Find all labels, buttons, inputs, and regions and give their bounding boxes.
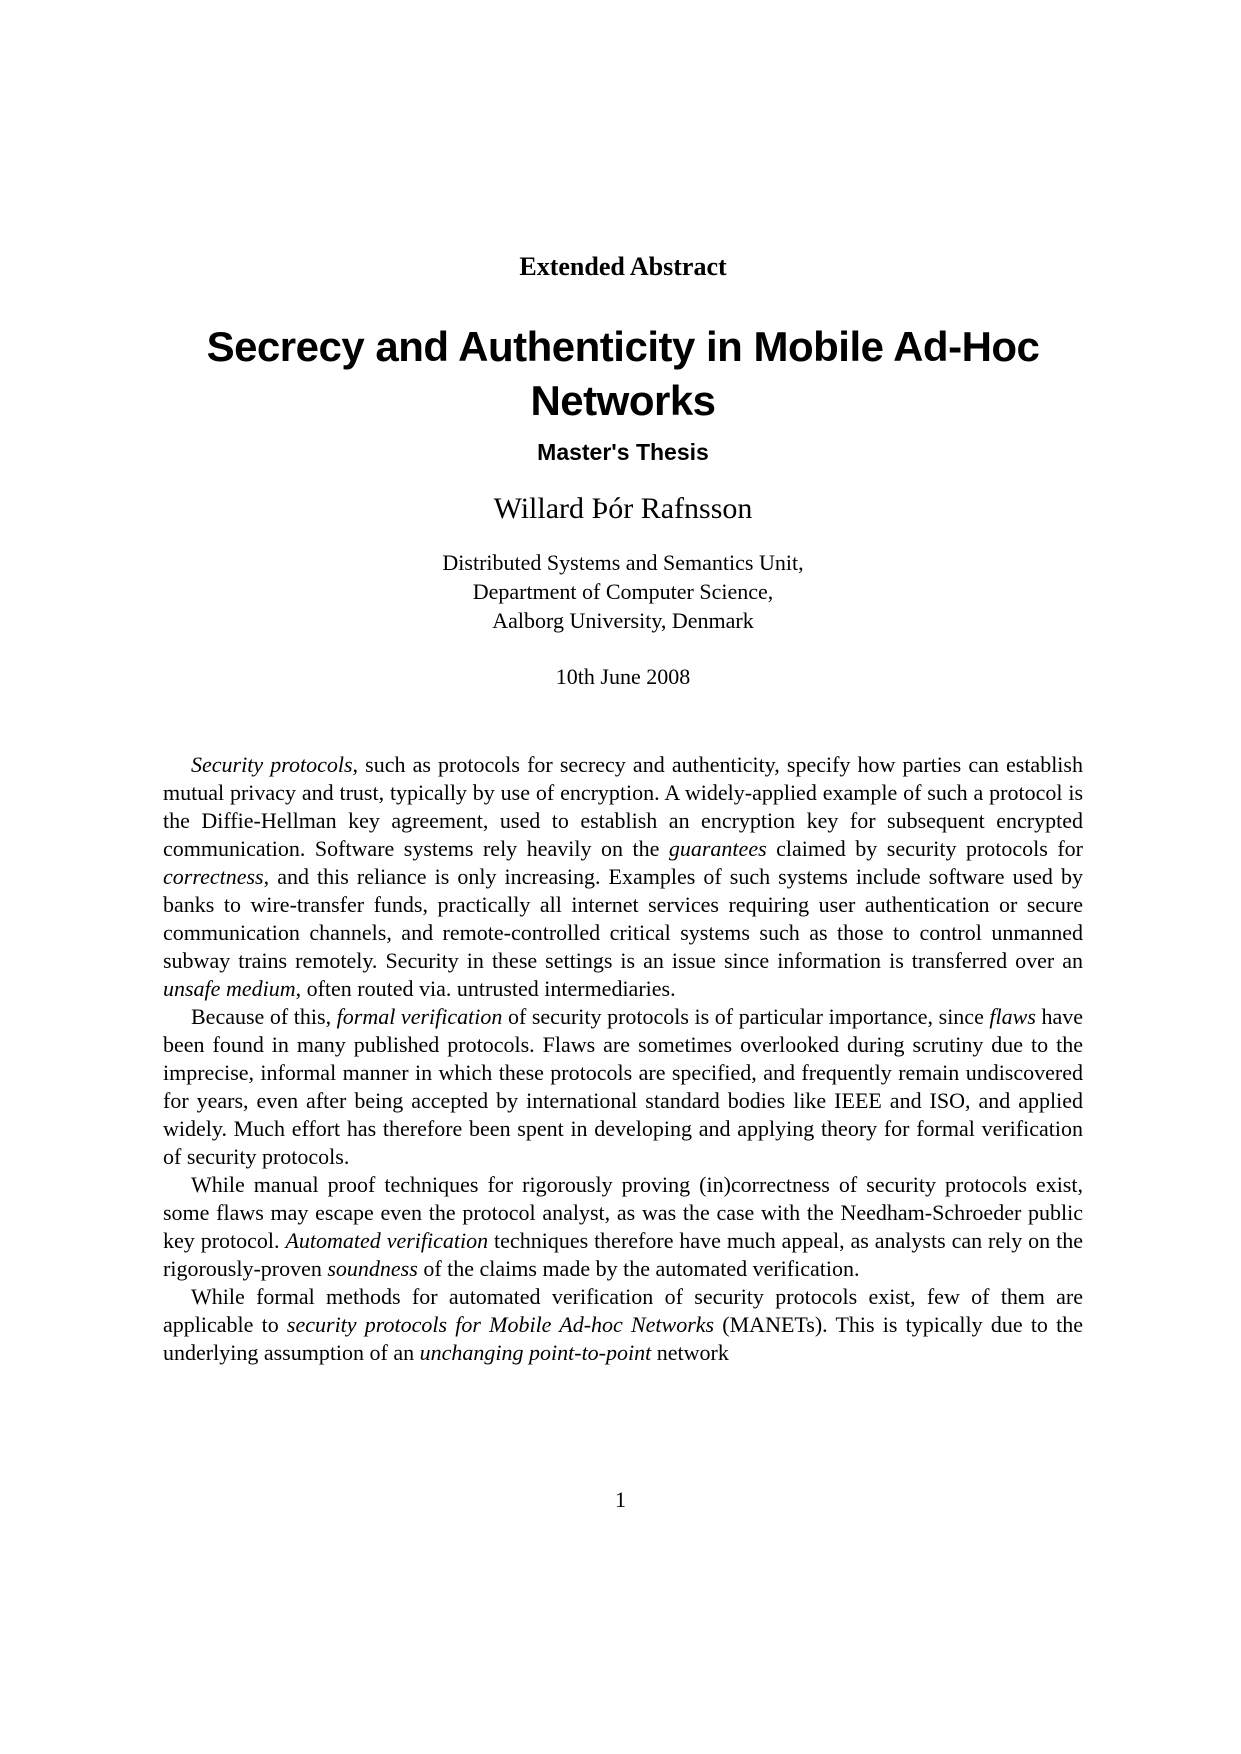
body-paragraph: Because of this, formal verification of security protocols is of particular importance, since flaws have been found in many published protocols. Flaws are sometimes overlooked during scrutiny due to the imprecise, informal manner in which these protocols are specified, and frequently remain undiscovered for years, even after being accepted by international standard bodies like IEEE and ISO, and applied widely. Much effort has therefore been spent in developing and applying theory for formal verification of security protocols.: [163, 1004, 1084, 1169]
document-kicker: Extended Abstract: [519, 252, 727, 281]
affiliation-line-unit: Distributed Systems and Semantics Unit,: [442, 550, 804, 575]
body-paragraph: While manual proof techniques for rigorously proving (in)correctness of security protocols exist, some flaws may escape even the protocol analyst, as was the case with the Needham-Schroeder public key protocol. Automated verification techniques therefore have much appeal, as analysts can rely on the rigorously-proven soundness of the claims made by the automated verification.: [163, 1172, 1083, 1281]
publication-date: 10th June 2008: [555, 664, 691, 689]
page-number: 1: [615, 1487, 626, 1512]
body-paragraphs: [163, 751, 1083, 1367]
body-paragraph: Security protocols, such as protocols for secrecy and authenticity, specify how parties can establish mutual privacy and trust, typically by use of encryption. A widely-applied example of such a protocol is the Diffie-Hellman key agreement, used to establish an encryption key for subsequent encrypted communication. Software systems rely heavily on the guarantees claimed by security protocols for correctness, and this reliance is only increasing. Examples of such systems include software used by banks to wire-transfer funds, practically all internet services requiring user authentication or secure communication channels, and remote-controlled critical systems such as those to control unmanned subway trains remotely. Security in these settings is an issue since information is transferred over an unsafe medium, often routed via. untrusted intermediaries.: [163, 752, 1084, 1001]
paper-content-column: [163, 0, 1083, 1367]
affiliation-block: [163, 548, 1083, 635]
author-name: Willard Þór Rafnsson: [493, 492, 753, 525]
affiliation-line-university: Aalborg University, Denmark: [492, 608, 754, 633]
paper-title: Secrecy and Authenticity in Mobile Ad-Hoc Networks: [206, 323, 1040, 424]
affiliation-line-department: Department of Computer Science,: [472, 579, 774, 604]
body-paragraph: While formal methods for automated verification of security protocols exist, few of them are applicable to security protocols for Mobile Ad-hoc Networks (MANETs). This is typically due to the underlying assumption of an unchanging point-to-point network: [163, 1284, 1084, 1365]
paper-subtitle: Master's Thesis: [537, 439, 709, 465]
